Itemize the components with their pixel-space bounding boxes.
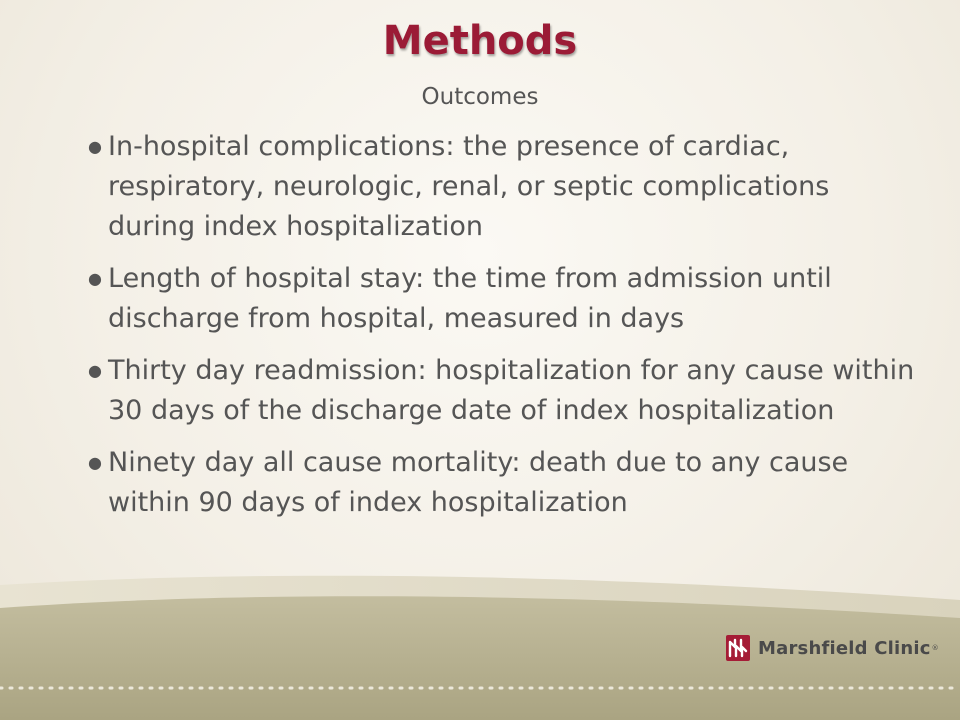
page-title: Methods xyxy=(382,18,578,64)
page-subtitle: Outcomes xyxy=(421,84,539,110)
logo-text: Marshfield Clinic xyxy=(758,637,931,659)
bullet-icon: ● xyxy=(88,269,102,288)
logo-registered-mark: ® xyxy=(931,644,939,652)
list-item-text: Ninety day all cause mortality: death due to any cause within 90 days of index hospitalization xyxy=(108,447,849,518)
list-item xyxy=(88,127,918,247)
bullet-icon: ● xyxy=(88,137,102,156)
list-item xyxy=(88,443,918,523)
bullet-icon: ● xyxy=(88,361,102,380)
list-item-text: In-hospital complications: the presence of cardiac, respiratory, neurologic, renal, or septic complications during index hospitalization xyxy=(108,131,830,242)
list-item xyxy=(88,351,918,431)
outcomes-list xyxy=(88,127,918,535)
list-item xyxy=(88,259,918,339)
list-item-text: Length of hospital stay: the time from admission until discharge from hospital, measured in days xyxy=(108,263,832,334)
bullet-icon: ● xyxy=(88,453,102,472)
marshfield-clinic-logo-icon xyxy=(726,635,750,661)
list-item-text: Thirty day readmission: hospitalization for any cause within 30 days of the discharge date of index hospitalization xyxy=(108,355,915,426)
marshfield-clinic-logo xyxy=(726,634,939,662)
